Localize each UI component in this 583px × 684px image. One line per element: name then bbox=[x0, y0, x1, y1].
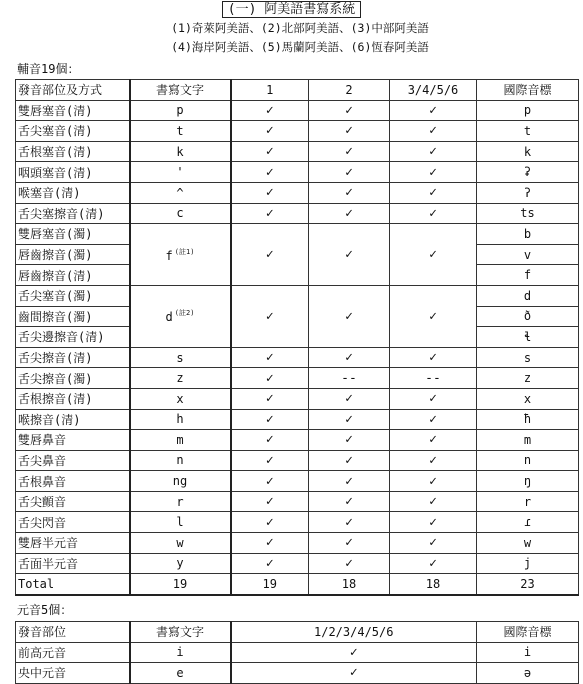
consonant-mark-1: ✓ bbox=[231, 533, 309, 554]
vowels-header-row bbox=[16, 622, 579, 643]
consonant-row bbox=[16, 162, 579, 183]
footnote-marker: (註2) bbox=[174, 309, 195, 318]
consonant-letter: w bbox=[130, 533, 231, 554]
total-col-1: 19 bbox=[231, 574, 309, 595]
consonant-letter: z bbox=[130, 368, 231, 389]
consonant-row bbox=[16, 285, 579, 306]
consonant-mark-2: -- bbox=[309, 368, 390, 389]
consonant-place: 舌尖顫音 bbox=[16, 491, 130, 512]
consonant-mark-2: ✓ bbox=[309, 244, 390, 265]
consonant-place: 舌面半元音 bbox=[16, 553, 130, 574]
consonant-mark-1: ✓ bbox=[231, 182, 309, 203]
total-ipa: 23 bbox=[477, 574, 579, 595]
consonant-ipa: t bbox=[477, 121, 579, 142]
consonant-mark-3: ✓ bbox=[390, 491, 477, 512]
vowels-caption: 元音5個： bbox=[17, 603, 73, 617]
header-place: 發音部位及方式 bbox=[16, 80, 130, 101]
consonant-place: 舌尖塞音(清) bbox=[16, 121, 130, 142]
consonant-row bbox=[16, 306, 579, 327]
consonant-mark-3: ✓ bbox=[390, 388, 477, 409]
consonant-mark-1 bbox=[231, 265, 309, 286]
consonant-mark-3: ✓ bbox=[390, 471, 477, 492]
consonant-mark-1: ✓ bbox=[231, 512, 309, 533]
consonant-mark-1: ✓ bbox=[231, 368, 309, 389]
consonant-mark-3: ✓ bbox=[390, 203, 477, 224]
consonant-mark-2 bbox=[309, 265, 390, 286]
consonant-place: 舌尖擦音(清) bbox=[16, 347, 130, 368]
vowel-mark: ✓ bbox=[231, 642, 477, 663]
consonant-mark-1: ✓ bbox=[231, 347, 309, 368]
consonant-mark-2: ✓ bbox=[309, 533, 390, 554]
consonant-mark-1: ✓ bbox=[231, 553, 309, 574]
consonant-mark-3 bbox=[390, 224, 477, 245]
section-title-text: (一) 阿美語書寫系統 bbox=[222, 1, 361, 18]
consonant-mark-2: ✓ bbox=[309, 430, 390, 451]
consonant-letter bbox=[130, 327, 231, 348]
consonant-mark-2: ✓ bbox=[309, 121, 390, 142]
consonant-place: 雙唇鼻音 bbox=[16, 430, 130, 451]
vowel-row bbox=[16, 642, 579, 663]
consonant-letter bbox=[130, 285, 231, 306]
consonant-letter: s bbox=[130, 347, 231, 368]
consonant-mark-1: ✓ bbox=[231, 203, 309, 224]
vowel-place: 央中元音 bbox=[16, 663, 130, 684]
consonant-mark-2 bbox=[309, 224, 390, 245]
vowels-table bbox=[15, 621, 579, 684]
consonant-mark-3: ✓ bbox=[390, 141, 477, 162]
consonant-mark-3: ✓ bbox=[390, 553, 477, 574]
total-letter: 19 bbox=[130, 574, 231, 595]
vowel-row bbox=[16, 663, 579, 684]
consonant-row bbox=[16, 471, 579, 492]
consonant-place: 雙唇塞音(清) bbox=[16, 100, 130, 121]
vowel-mark: ✓ bbox=[231, 663, 477, 684]
consonant-mark-3: ✓ bbox=[390, 182, 477, 203]
consonant-letter: ' bbox=[130, 162, 231, 183]
consonant-ipa: ɾ bbox=[477, 512, 579, 533]
total-label: Total bbox=[16, 574, 130, 595]
consonant-mark-2: ✓ bbox=[309, 388, 390, 409]
consonant-mark-2: ✓ bbox=[309, 203, 390, 224]
total-row bbox=[16, 574, 579, 595]
consonant-mark-1: ✓ bbox=[231, 244, 309, 265]
consonant-mark-2: ✓ bbox=[309, 347, 390, 368]
consonant-row bbox=[16, 512, 579, 533]
vowel-letter: i bbox=[130, 642, 231, 663]
consonant-ipa: d bbox=[477, 285, 579, 306]
consonant-mark-2: ✓ bbox=[309, 409, 390, 430]
consonant-letter: r bbox=[130, 491, 231, 512]
consonant-mark-1: ✓ bbox=[231, 471, 309, 492]
consonant-mark-3: ✓ bbox=[390, 450, 477, 471]
consonant-mark-3: ✓ bbox=[390, 162, 477, 183]
total-col-2: 18 bbox=[309, 574, 390, 595]
consonant-mark-2: ✓ bbox=[309, 512, 390, 533]
consonant-letter: l bbox=[130, 512, 231, 533]
consonant-mark-3 bbox=[390, 265, 477, 286]
consonant-place: 舌根擦音(清) bbox=[16, 388, 130, 409]
consonant-row bbox=[16, 265, 579, 286]
header-letter: 書寫文字 bbox=[130, 80, 231, 101]
consonant-letter: ng bbox=[130, 471, 231, 492]
consonant-place: 舌根鼻音 bbox=[16, 471, 130, 492]
consonant-mark-2: ✓ bbox=[309, 162, 390, 183]
consonant-ipa: m bbox=[477, 430, 579, 451]
section-title bbox=[0, 0, 583, 18]
consonant-ipa: ɬ bbox=[477, 327, 579, 348]
header-col-2: 2 bbox=[309, 80, 390, 101]
header-ipa: 國際音標 bbox=[477, 80, 579, 101]
consonant-place: 舌尖擦音(濁) bbox=[16, 368, 130, 389]
consonant-letter bbox=[130, 244, 231, 265]
consonant-mark-2: ✓ bbox=[309, 553, 390, 574]
consonant-ipa: ʡ bbox=[477, 162, 579, 183]
consonant-place: 舌尖閃音 bbox=[16, 512, 130, 533]
consonant-mark-2 bbox=[309, 285, 390, 306]
consonant-ipa: j bbox=[477, 553, 579, 574]
consonant-ipa: r bbox=[477, 491, 579, 512]
consonant-row bbox=[16, 409, 579, 430]
letter-text: f bbox=[165, 248, 173, 263]
consonant-mark-2: ✓ bbox=[309, 100, 390, 121]
consonant-ipa: ʔ bbox=[477, 182, 579, 203]
consonant-mark-2: ✓ bbox=[309, 471, 390, 492]
consonant-letter: k bbox=[130, 141, 231, 162]
vowel-header-place: 發音部位 bbox=[16, 622, 130, 643]
consonant-mark-3: ✓ bbox=[390, 430, 477, 451]
consonant-ipa: z bbox=[477, 368, 579, 389]
consonant-row bbox=[16, 553, 579, 574]
consonant-place: 舌根塞音(清) bbox=[16, 141, 130, 162]
consonant-mark-2: ✓ bbox=[309, 182, 390, 203]
consonant-place: 舌尖塞擦音(清) bbox=[16, 203, 130, 224]
consonant-row bbox=[16, 430, 579, 451]
consonant-row bbox=[16, 450, 579, 471]
consonant-row bbox=[16, 141, 579, 162]
consonant-mark-2: ✓ bbox=[309, 491, 390, 512]
consonant-ipa: s bbox=[477, 347, 579, 368]
consonant-mark-3: ✓ bbox=[390, 121, 477, 142]
consonant-row bbox=[16, 327, 579, 348]
consonant-mark-3: ✓ bbox=[390, 100, 477, 121]
consonant-place: 咽頭塞音(清) bbox=[16, 162, 130, 183]
vowel-header-dialects: 1/2/3/4/5/6 bbox=[231, 622, 477, 643]
consonant-ipa: ts bbox=[477, 203, 579, 224]
consonant-mark-3: ✓ bbox=[390, 244, 477, 265]
consonant-row bbox=[16, 203, 579, 224]
consonant-mark-1: ✓ bbox=[231, 121, 309, 142]
consonant-mark-2 bbox=[309, 327, 390, 348]
consonant-letter bbox=[130, 306, 231, 327]
consonant-row bbox=[16, 533, 579, 554]
vowels-body bbox=[16, 642, 579, 683]
footnote-marker: (註1) bbox=[174, 247, 195, 256]
consonant-ipa: n bbox=[477, 450, 579, 471]
consonant-ipa: ð bbox=[477, 306, 579, 327]
consonant-ipa: x bbox=[477, 388, 579, 409]
consonant-mark-1: ✓ bbox=[231, 306, 309, 327]
consonant-mark-3 bbox=[390, 327, 477, 348]
consonant-letter: h bbox=[130, 409, 231, 430]
consonant-place: 齒間擦音(濁) bbox=[16, 306, 130, 327]
consonant-ipa: b bbox=[477, 224, 579, 245]
vowel-header-ipa: 國際音標 bbox=[477, 622, 579, 643]
consonant-row bbox=[16, 491, 579, 512]
header-col-3456: 3/4/5/6 bbox=[390, 80, 477, 101]
consonant-letter: m bbox=[130, 430, 231, 451]
consonant-mark-1 bbox=[231, 224, 309, 245]
consonant-letter bbox=[130, 265, 231, 286]
vowel-letter: e bbox=[130, 663, 231, 684]
consonant-place: 雙唇塞音(濁) bbox=[16, 224, 130, 245]
consonant-letter: x bbox=[130, 388, 231, 409]
consonant-row bbox=[16, 388, 579, 409]
consonant-row bbox=[16, 368, 579, 389]
consonant-letter: c bbox=[130, 203, 231, 224]
consonant-row bbox=[16, 182, 579, 203]
consonant-ipa: ŋ bbox=[477, 471, 579, 492]
consonant-mark-3: ✓ bbox=[390, 409, 477, 430]
consonant-ipa: w bbox=[477, 533, 579, 554]
consonant-mark-3: ✓ bbox=[390, 347, 477, 368]
consonant-row bbox=[16, 224, 579, 245]
consonant-mark-3: ✓ bbox=[390, 512, 477, 533]
consonant-letter: t bbox=[130, 121, 231, 142]
subtitle-line-2: (4)海岸阿美語、(5)馬蘭阿美語、(6)恆春阿美語 bbox=[171, 40, 429, 54]
consonant-place: 喉擦音(清) bbox=[16, 409, 130, 430]
consonant-letter: ^ bbox=[130, 182, 231, 203]
letter-text: d bbox=[165, 310, 173, 325]
consonant-ipa: ħ bbox=[477, 409, 579, 430]
consonants-table bbox=[15, 79, 579, 596]
consonants-caption: 輔音19個： bbox=[17, 62, 80, 76]
vowel-ipa: ə bbox=[477, 663, 579, 684]
vowel-ipa: i bbox=[477, 642, 579, 663]
consonant-mark-1: ✓ bbox=[231, 388, 309, 409]
consonant-ipa: v bbox=[477, 244, 579, 265]
consonant-mark-3: -- bbox=[390, 368, 477, 389]
consonant-mark-3: ✓ bbox=[390, 306, 477, 327]
consonant-mark-3 bbox=[390, 285, 477, 306]
consonant-mark-1 bbox=[231, 285, 309, 306]
consonant-place: 喉塞音(清) bbox=[16, 182, 130, 203]
consonant-mark-1: ✓ bbox=[231, 141, 309, 162]
total-col-3456: 18 bbox=[390, 574, 477, 595]
consonants-body bbox=[16, 100, 579, 595]
consonant-place: 舌尖鼻音 bbox=[16, 450, 130, 471]
consonant-row bbox=[16, 100, 579, 121]
consonant-row bbox=[16, 244, 579, 265]
consonant-mark-1: ✓ bbox=[231, 430, 309, 451]
header-col-1: 1 bbox=[231, 80, 309, 101]
consonant-mark-1: ✓ bbox=[231, 450, 309, 471]
consonant-ipa: k bbox=[477, 141, 579, 162]
consonant-ipa: f bbox=[477, 265, 579, 286]
vowel-place: 前高元音 bbox=[16, 642, 130, 663]
consonant-mark-1 bbox=[231, 327, 309, 348]
consonant-place: 舌尖邊擦音(清) bbox=[16, 327, 130, 348]
consonant-row bbox=[16, 121, 579, 142]
vowel-header-letter: 書寫文字 bbox=[130, 622, 231, 643]
consonant-mark-1: ✓ bbox=[231, 491, 309, 512]
consonant-place: 雙唇半元音 bbox=[16, 533, 130, 554]
consonant-mark-2: ✓ bbox=[309, 306, 390, 327]
consonant-mark-2: ✓ bbox=[309, 450, 390, 471]
consonant-letter: y bbox=[130, 553, 231, 574]
subtitle-line-1: (1)奇萊阿美語、(2)北部阿美語、(3)中部阿美語 bbox=[171, 21, 429, 35]
consonant-mark-1: ✓ bbox=[231, 409, 309, 430]
consonant-mark-3: ✓ bbox=[390, 533, 477, 554]
consonant-place: 唇齒擦音(濁) bbox=[16, 244, 130, 265]
consonant-mark-1: ✓ bbox=[231, 100, 309, 121]
consonant-mark-2: ✓ bbox=[309, 141, 390, 162]
consonant-ipa: p bbox=[477, 100, 579, 121]
consonant-row bbox=[16, 347, 579, 368]
consonant-mark-1: ✓ bbox=[231, 162, 309, 183]
consonant-place: 舌尖塞音(濁) bbox=[16, 285, 130, 306]
consonants-header-row bbox=[16, 80, 579, 101]
consonant-place: 唇齒擦音(清) bbox=[16, 265, 130, 286]
consonant-letter bbox=[130, 224, 231, 245]
consonant-letter: p bbox=[130, 100, 231, 121]
consonant-letter: n bbox=[130, 450, 231, 471]
